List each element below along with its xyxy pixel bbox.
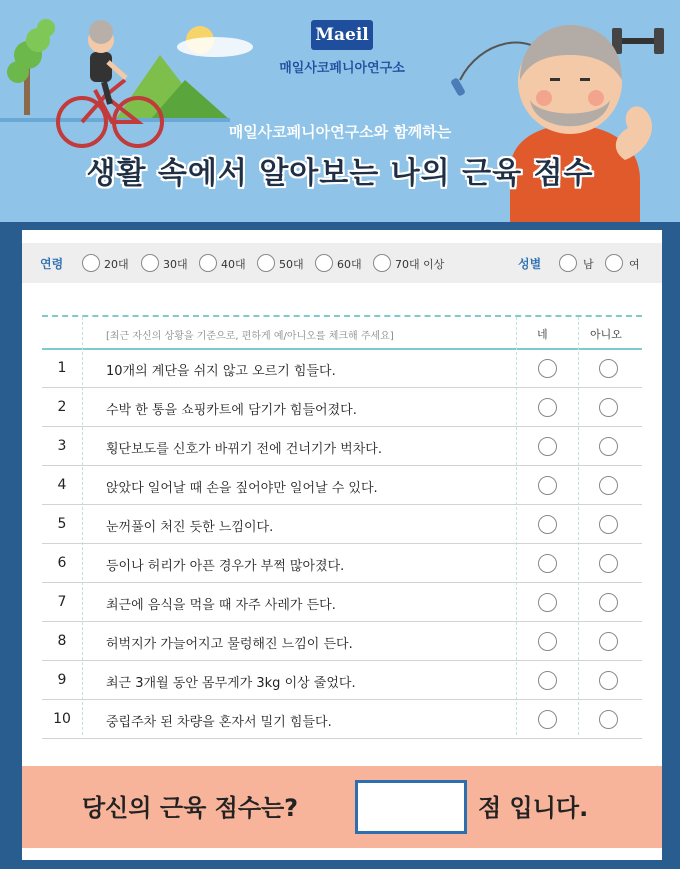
score-band [22,766,662,848]
table-row [42,466,642,505]
institute-name: 매일사코페니아연구소 [279,61,405,76]
answer-no-radio[interactable] [599,359,618,378]
answer-yes-radio[interactable] [538,515,557,534]
score-prompt: 당신의 근육 점수는? [82,794,299,822]
answer-no-radio[interactable] [599,710,618,729]
answer-yes-radio[interactable] [538,398,557,417]
table-row [42,427,642,466]
table-row [42,388,642,427]
table-instruction: [최근 자신의 상황을 기준으로, 편하게 예/아니오를 체크해 주세요] [106,331,394,342]
age-option-label: 60대 [337,258,362,271]
answer-no-radio[interactable] [599,632,618,651]
age-option-label: 30대 [163,258,188,271]
row-number: 8 [57,633,67,649]
answer-no-radio[interactable] [599,515,618,534]
row-number: 9 [57,672,67,688]
demographics-bar [22,243,662,283]
row-question: 최근 3개월 동안 몸무게가 3kg 이상 줄었다. [106,676,356,691]
row-number: 6 [57,555,67,571]
table-row [42,544,642,583]
column-header-yes: 네 [537,328,548,341]
questionnaire-card [22,230,662,860]
age-radio-50s[interactable] [257,254,275,272]
page-title: 생활 속에서 알아보는 나의 근육 점수 [86,156,594,191]
table-row [42,700,642,739]
row-question: 중립주차 된 차량을 혼자서 밀기 힘들다. [106,715,332,730]
answer-yes-radio[interactable] [538,671,557,690]
age-radio-40s[interactable] [199,254,217,272]
age-option-label: 50대 [279,258,304,271]
row-number: 2 [57,399,67,415]
row-number: 1 [57,360,67,376]
table-row [42,622,642,661]
gender-label: 성별 [518,257,542,271]
column-header-no: 아니오 [590,328,622,341]
maeil-logo: Maeil [311,20,373,50]
table-top-rule [42,315,642,317]
age-radio-30s[interactable] [141,254,159,272]
answer-no-radio[interactable] [599,437,618,456]
age-radio-20s[interactable] [82,254,100,272]
row-number: 10 [53,711,71,727]
answer-yes-radio[interactable] [538,437,557,456]
row-question: 눈꺼풀이 처진 듯한 느낌이다. [106,520,274,535]
answer-no-radio[interactable] [599,671,618,690]
answer-no-radio[interactable] [599,476,618,495]
gender-radio-male[interactable] [559,254,577,272]
answer-no-radio[interactable] [599,554,618,573]
row-question: 최근에 음식을 먹을 때 자주 사레가 든다. [106,598,336,613]
gender-radio-female[interactable] [605,254,623,272]
answer-yes-radio[interactable] [538,359,557,378]
score-suffix: 점 입니다. [478,794,589,822]
answer-yes-radio[interactable] [538,710,557,729]
table-row [42,661,642,700]
answer-yes-radio[interactable] [538,554,557,573]
age-radio-60s[interactable] [315,254,333,272]
gender-option-label: 여 [629,258,640,271]
row-question: 허벅지가 가늘어지고 물렁해진 느낌이 든다. [106,637,353,652]
row-question: 등이나 허리가 아픈 경우가 부쩍 많아졌다. [106,559,345,574]
answer-no-radio[interactable] [599,593,618,612]
row-question: 수박 한 통을 쇼핑카트에 담기가 힘들어졌다. [106,403,357,418]
table-row [42,583,642,622]
age-option-label: 70대 이상 [395,258,445,271]
row-question: 횡단보도를 신호가 바뀌기 전에 건너기가 벅차다. [106,442,382,457]
answer-yes-radio[interactable] [538,476,557,495]
score-input-box[interactable] [355,780,467,834]
answer-yes-radio[interactable] [538,593,557,612]
answer-no-radio[interactable] [599,398,618,417]
age-radio-70s-plus[interactable] [373,254,391,272]
row-number: 7 [57,594,67,610]
row-question: 10개의 계단을 쉬지 않고 오르기 힘들다. [106,364,336,379]
table-row [42,505,642,544]
age-option-label: 20대 [104,258,129,271]
header-banner [0,0,680,222]
gender-option-label: 남 [583,258,594,271]
age-label: 연령 [40,257,64,271]
age-option-label: 40대 [221,258,246,271]
row-question: 앉았다 일어날 때 손을 짚어야만 일어날 수 있다. [106,481,378,496]
table-row [42,349,642,388]
row-number: 3 [57,438,67,454]
row-number: 5 [57,516,67,532]
subtitle: 매일사코페니아연구소와 함께하는 [228,123,452,141]
row-number: 4 [57,477,67,493]
answer-yes-radio[interactable] [538,632,557,651]
